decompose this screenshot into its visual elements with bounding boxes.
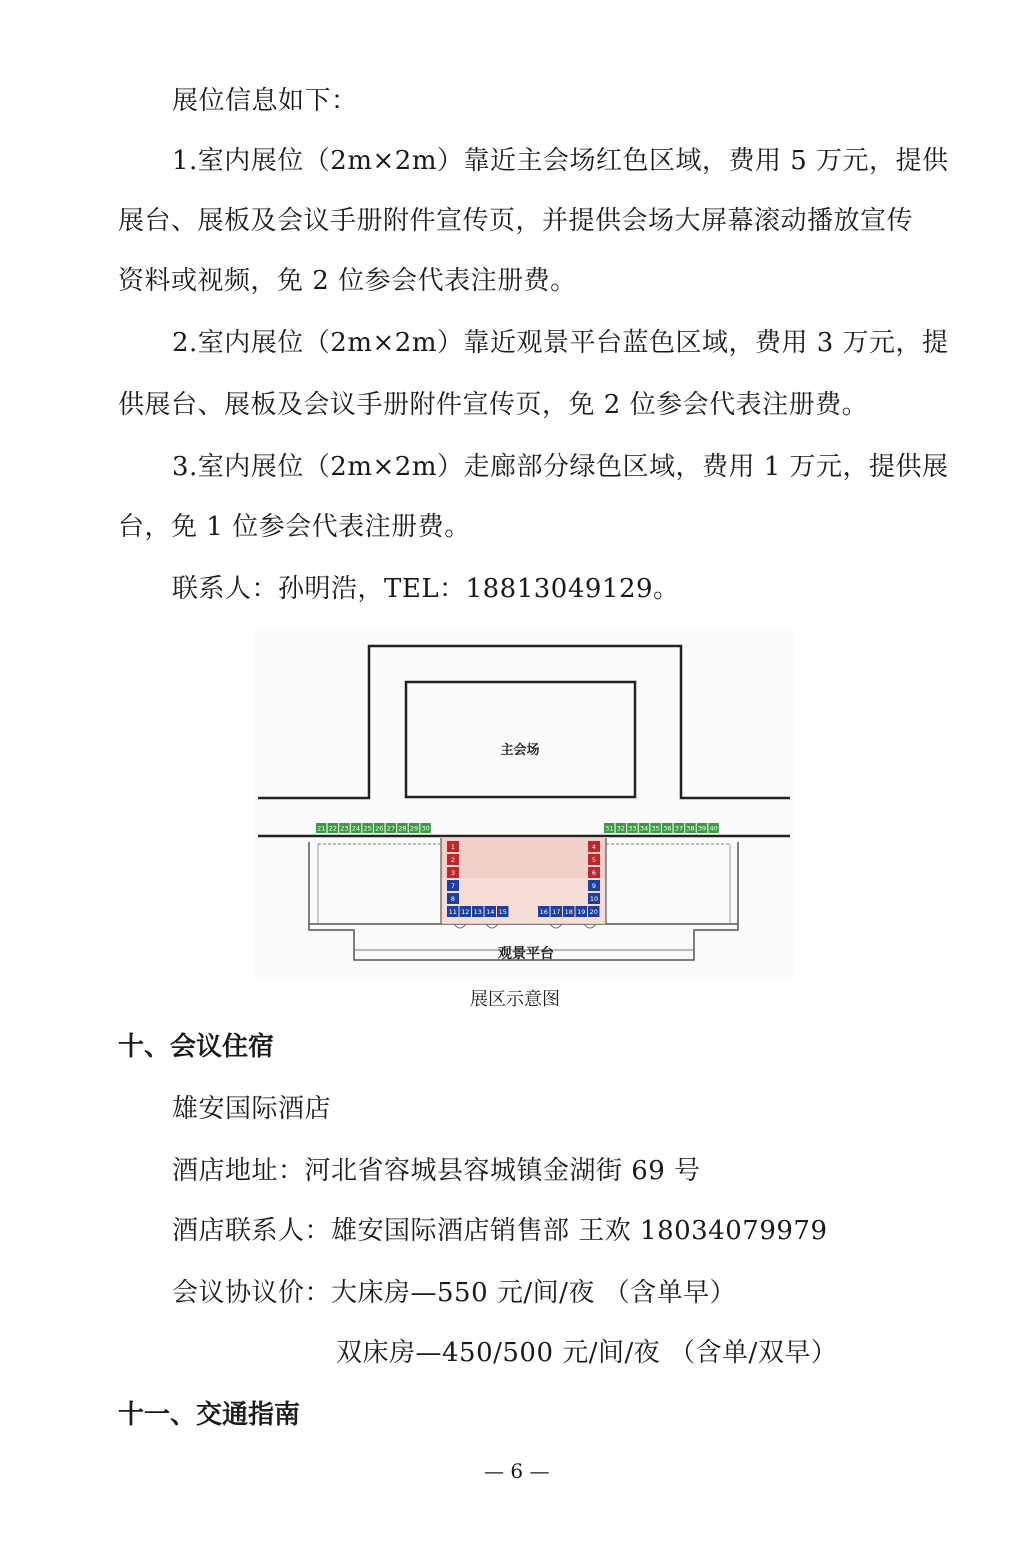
red-booth-label: 2: [450, 856, 456, 864]
red-blue-booths-left: [447, 841, 459, 904]
green-booth-label: 21: [317, 824, 326, 833]
exhibition-floor-plan: [254, 630, 794, 980]
hotel-address: 酒店地址：河北省容城县容城镇金湖街 69 号: [172, 1156, 701, 1186]
green-booth-label: 27: [386, 824, 395, 833]
price-line2: 双床房—450/500 元/间/夜 （含单/双早）: [336, 1338, 838, 1368]
red-booth-label: 4: [591, 843, 597, 851]
green-booth-label: 38: [686, 824, 695, 833]
main-hall-label: 主会场: [500, 743, 540, 758]
red-blue-booths-right: [588, 841, 600, 904]
blue-booth-label: 13: [473, 908, 482, 916]
green-booth-label: 26: [375, 824, 384, 833]
blue-booth-label: 9: [591, 882, 597, 890]
booth-intro: 展位信息如下：: [172, 86, 358, 116]
booth-item3-line2: 台，免 1 位参会代表注册费。: [118, 512, 471, 542]
blue-booth-label: 18: [564, 908, 573, 916]
booth-item3-line1: 3.室内展位（2m×2m）走廊部分绿色区域，费用 1 万元，提供展: [172, 452, 949, 482]
green-booth-label: 39: [697, 824, 707, 833]
blue-booth-label: 14: [486, 908, 495, 916]
blue-booths-bottom-left: [447, 906, 509, 917]
figure-caption: 展区示意图: [470, 989, 560, 1010]
green-booth-label: 29: [409, 824, 419, 833]
red-booth-label: 3: [450, 869, 456, 877]
green-booth-label: 24: [351, 824, 361, 833]
blue-booth-label: 10: [589, 895, 599, 903]
price-line1: 会议协议价：大床房—550 元/间/夜 （含单早）: [172, 1278, 737, 1308]
green-booth-label: 32: [616, 824, 625, 833]
blue-booths-bottom-right: [538, 906, 600, 917]
green-booth-label: 37: [674, 824, 683, 833]
blue-booth-label: 12: [461, 908, 470, 916]
booth-item1-line2: 展台、展板及会议手册附件宣传页，并提供会场大屏幕滚动播放宣传: [118, 206, 914, 236]
lodging-heading: 十、会议住宿: [118, 1032, 275, 1062]
traffic-heading: 十一、交通指南: [118, 1400, 301, 1430]
blue-booth-label: 19: [577, 908, 586, 916]
blue-booth-label: 20: [589, 908, 598, 916]
blue-booth-label: 17: [552, 908, 561, 916]
booth-item2-line2: 供展台、展板及会议手册附件宣传页，免 2 位参会代表注册费。: [118, 390, 869, 420]
green-booth-label: 33: [628, 824, 637, 833]
green-booth-label: 28: [398, 824, 407, 833]
hotel-contact: 酒店联系人：雄安国际酒店销售部 王欢 18034079979: [172, 1216, 828, 1246]
green-booth-label: 31: [605, 824, 614, 833]
booth-contact: 联系人：孙明浩，TEL：18813049129。: [172, 574, 680, 604]
hotel-name: 雄安国际酒店: [172, 1094, 332, 1124]
platform-label: 观景平台: [498, 946, 554, 962]
blue-booth-label: 16: [539, 908, 548, 916]
green-booth-label: 34: [639, 824, 649, 833]
green-booth-label: 40: [709, 824, 718, 833]
green-booth-label: 22: [328, 824, 337, 833]
booth-item1-line1: 1.室内展位（2m×2m）靠近主会场红色区域，费用 5 万元，提供: [172, 146, 949, 176]
green-booth-label: 23: [340, 824, 349, 833]
green-booth-label: 35: [651, 824, 660, 833]
blue-booth-label: 15: [498, 908, 507, 916]
booth-item1-line3: 资料或视频，免 2 位参会代表注册费。: [118, 266, 577, 296]
blue-booth-label: 8: [450, 895, 456, 903]
blue-booth-label: 11: [448, 908, 457, 916]
red-booth-label: 5: [591, 856, 597, 864]
page-number: — 6 —: [484, 1459, 550, 1483]
blue-booth-label: 7: [450, 882, 456, 890]
red-booth-label: 1: [450, 843, 456, 851]
green-booth-label: 36: [663, 824, 672, 833]
red-booth-label: 6: [591, 869, 597, 877]
green-booth-label: 25: [363, 824, 372, 833]
green-booth-label: 30: [421, 824, 430, 833]
booth-item2-line1: 2.室内展位（2m×2m）靠近观景平台蓝色区域，费用 3 万元，提: [172, 328, 949, 358]
